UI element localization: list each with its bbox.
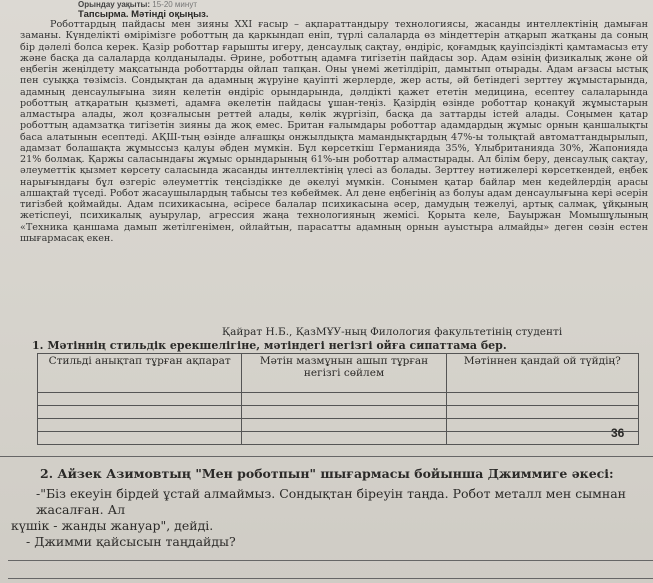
reading-paragraph: Роботтардың пайдасы мен зияны XXI ғасыр – ақпараттандыру технологиясы, жасанды интеллектінің дамыған заманы. Күнделікті өмірімізге роботтың да қаркындап еніп, түрлі салаларда өз міндеттерін атқарып жатқаны да соның бір дәлелі болса керек. Қазір роботтар ғарышты игеру, денсаулық сақтау, өндіріс, қоғамдық қауіпсіздікті қамтамасыз ету және басқа да салаларда қолданылады. Әрине, роботтың адамға тигізетін пайдасы зор. Адам өзінің физикалық және ой еңбегін жеңілдету мақсатында роботтарды ойлап тапқан. Оны үнемі жетілдіріп, дамытып отырады. Адам ағзасы ыстық пен суыққа төзімсіз. Сондықтан да адамның жүруіне қауіпті жерлерде, жер асты, әй бетіндегі зерттеу жұмыстарында, адамның денсаулығына зиян келетін өндіріс орындарында, дәлдікті қажет ететін медицина, есептеу салаларында роботтың атқаратын қызметі, адамға әкелетін пайдасы ұшан-теңіз. Қазірдің өзінде роботтар қонақүй жұмыстарын алмастыра алады, жол қозғалысын реттей алады, көлік жүргізіп, басқа да заттарды істей алады. Соңымен қатар роботтың адамзатқа тигізетін зияны да жоқ емес. Британ ғалымдары роботтар адамдардың жұмыс орнын қаншалықты баса алатынын есептеді. АҚШ-тың өзінде алғашқы онжылдықта мамандықтардың 47%-ы толықтай автоматтандырылып, адамзат болашақта жұмыссыз қалуы әбден мүмкін. Бұл көрсеткіш Германияда 35%, Ұлыбританияда 30%, Жапонияда 21% болмақ. Қаржы саласындағы жұмыс орындарының 61%-ын роботтар алмастырады. Ал білім беру, денсаулық сақтау, әлеуметтік қызмет көрсету саласында жасанды интеллектінің үлесі аз болады. Зерттеу нәтижелері көрсеткендей, еңбек нарығындағы бұл өзгеріс әлеуметтік теңсіздікке де әкелуі мүмкін. Сонымен қатар байлар мен кедейлердің арасы алшақтай түседі. Робот жасаушылардың табысы тез көбеймек. Ал дене еңбегінің аз болуы адам денсаулығына кері әсерін тигізбей қоймайды. Адам психикасына, әсіресе балалар психикасына әсер, дамудың тежелуі, артық салмақ, ұйқының жетіспеуі, психикалық ауырулар, агрессия жаңа технологияның жемісі. Қорыта келе, Бауыржан Момышұлының «Техника қаншама дамып жетілгенімен, ойлайтын, парасатты адамның орнын ауыстыра алмайды» деген сөзін естен шығармасақ екен. [20, 19, 648, 244]
task2-quote [11, 486, 651, 534]
column-header: Мәтін мазмұнын ашып тұрған негізгі сөйлем [242, 354, 446, 393]
answer-cell[interactable] [446, 432, 638, 445]
answer-cell[interactable] [446, 419, 638, 432]
answer-cell[interactable] [242, 432, 446, 445]
task2-title: 2. Айзек Азимовтың "Мен роботпын" шығармасы бойынша Джиммиге әкесі: [40, 466, 614, 481]
analysis-table [37, 353, 639, 445]
table-header-row [38, 354, 639, 393]
time-row [78, 0, 209, 9]
table-row [38, 419, 639, 432]
answer-cell[interactable] [38, 419, 242, 432]
answer-cell[interactable] [242, 419, 446, 432]
table-row [38, 406, 639, 419]
divider [0, 456, 653, 457]
answer-cell[interactable] [38, 393, 242, 406]
task1-title: 1. Мәтіннің стильдік ерекшелігіне, мәтіндегі негізгі ойға сипаттама бер. [32, 339, 507, 352]
page-number: 36 [611, 426, 625, 440]
time-value: 15-20 минут [152, 0, 197, 9]
header [78, 0, 209, 21]
task-label: Тапсырма. Мәтінді оқыңыз. [78, 9, 209, 20]
column-header: Мәтіннен қандай ой түйдің? [446, 354, 638, 393]
table-row [38, 432, 639, 445]
answer-cell[interactable] [446, 393, 638, 406]
answer-cell[interactable] [38, 406, 242, 419]
answer-cell[interactable] [242, 393, 446, 406]
answer-cell[interactable] [242, 406, 446, 419]
answer-cell[interactable] [38, 432, 242, 445]
task2-question: - Джимми қайсысын таңдайды? [26, 534, 236, 549]
quote-line-1: -"Біз екеуін бірдей ұстай алмаймыз. Сондықтан біреуін таңда. Робот металл мен сымнан жасалған. Ал [36, 486, 627, 517]
reading-text [20, 19, 648, 244]
answer-cell[interactable] [446, 406, 638, 419]
table-row [38, 393, 639, 406]
quote-line-2: күшік - жанды жануар", дейді. [11, 518, 214, 533]
time-label: Орындау уақыты: [78, 0, 151, 9]
column-header: Стильдi анықтап тұрған ақпарат [38, 354, 242, 393]
author-line: Қайрат Н.Б., ҚазМҰУ-ның Филология факультетінің студенті [222, 326, 563, 338]
answer-line[interactable] [8, 578, 653, 579]
answer-line[interactable] [8, 560, 653, 561]
